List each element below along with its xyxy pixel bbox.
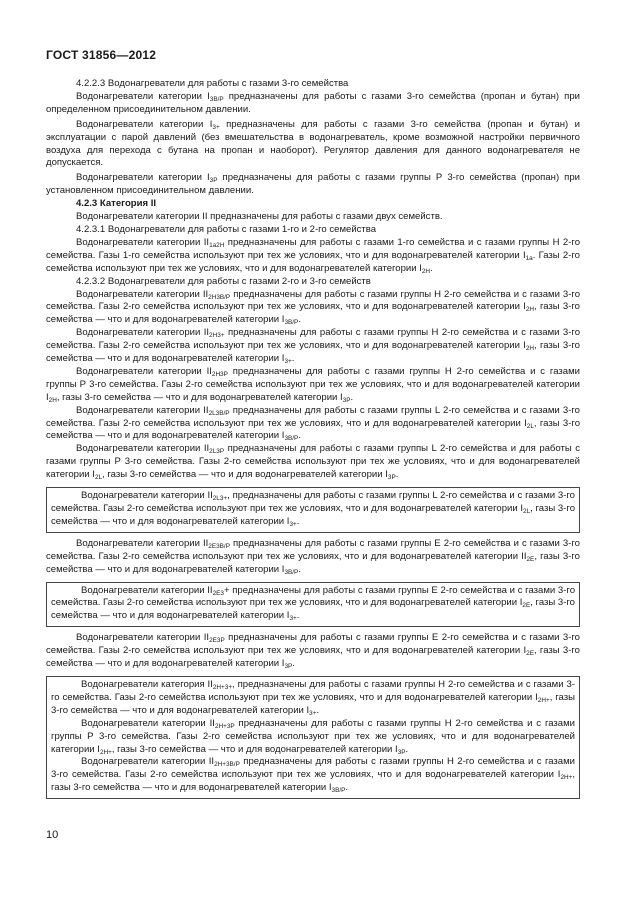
paragraph — [46, 405, 580, 444]
text-run: Водонагреватели категория II — [81, 678, 213, 690]
subscript: 3B/P — [331, 787, 346, 795]
subscript: 2H — [525, 345, 535, 353]
text-run: . — [296, 610, 300, 622]
subscript: 2L3+ — [212, 495, 228, 503]
text-run: . — [298, 314, 301, 326]
subscript: 2E — [526, 650, 534, 658]
subscript: 3P — [209, 177, 218, 185]
text-run: Водонагреватели категории II — [76, 404, 209, 416]
subscript: 3B/P — [284, 568, 299, 576]
text-run: Водонагреватели категории II — [76, 537, 209, 549]
subscript: 2H3+ — [209, 332, 225, 340]
text-run: Водонагреватели категории I — [76, 118, 213, 130]
text-run: предназначены для работы с газами группы Н 2-го семейства и с газами группы Р 3-го семейства. Газы 2-го семейства используют при тех же условиях, что и для водонагревателей категории I — [51, 717, 576, 755]
document-body — [46, 78, 580, 804]
page-number: 10 — [46, 829, 59, 841]
text-run: . — [345, 782, 349, 794]
paragraph — [46, 172, 580, 198]
text-run: , газы 3-го семейства — что и для водонагревателей категории I — [102, 469, 388, 481]
subscript: 2L — [526, 422, 534, 430]
subscript: 2H+3B/P — [214, 761, 240, 769]
text-run: Водонагреватели категории II — [81, 490, 213, 502]
text-run: предназначены для работы с газами группы Н 2-го семейства и с газами группы Р 3-го семейства. Газы 2-го семейства используют при тех же условиях, что и для водонагревателей категории I — [46, 365, 580, 403]
subscript: 2E3P — [209, 637, 225, 645]
text-run: , предназначены для работы с газами группы Н 2-го семейства и с газами 3-го семейства. Газы 2-го семейства используют при тех же условиях, что и для водонагревателей категории I — [51, 678, 575, 703]
text-run: 4.2.3.1 Водонагреватели для работы с газами 1-го и 2-го семейства — [76, 223, 377, 235]
text-run: предназначены для работы с газами группы Р 3-го семейства (пропан) при установленном присоединительном давлении. — [46, 172, 580, 197]
text-run: . — [298, 430, 301, 442]
text-run: + предназначены для работы с газами группы Е 2-го семейства и с газами 3-го семейства. Газы 2-го семейства используют при тех же условиях, что и для водонагревателей категории I — [51, 584, 576, 609]
text-run: предназначены для работы с газами группы Н 2-го семейства и с газами 3-го семейства. Газы 2-го семейства используют при тех же условиях, что и для водонагревателей категории I — [46, 327, 581, 352]
paragraph — [46, 443, 580, 482]
boxed-amendment — [46, 676, 580, 799]
subscript: 3+ — [289, 615, 297, 623]
text-run: Водонагреватели категории II — [76, 288, 209, 300]
subscript: 3+ — [309, 709, 317, 717]
text-run: Водонагреватели категории II предназначены для работы с газами двух семейств. — [76, 211, 443, 223]
text-run: предназначены для работы с газами 3-го семейства (пропан и бутан) при определенном присоединительном давлении. — [46, 90, 580, 115]
text-run: Водонагреватели категории II — [81, 756, 215, 768]
text-run: , газы 3-го семейства — что и для водонагревателей категории I — [46, 340, 580, 365]
subscript: 2L3P — [209, 448, 225, 456]
subscript: 2L3B/P — [208, 409, 230, 417]
subscript: 3P — [397, 748, 406, 756]
subscript: 2H+ — [99, 748, 112, 756]
text-run: Водонагреватели категории II — [76, 365, 212, 377]
subscript: 2H+ — [560, 774, 573, 782]
text-run: предназначены для работы с газами группы L 2-го семейства и для работы с газами группы Р 3-го семейства. Газы 2-го семейства используют при тех же условиях, что и для водонагревателей категории I — [46, 443, 580, 481]
paragraph — [46, 366, 580, 405]
subscript: 3B/P — [209, 95, 224, 103]
paragraph — [51, 756, 575, 795]
paragraph — [46, 289, 580, 328]
text-run: , газы 3-го семейства — что и для водонагревателей категории I — [51, 597, 575, 622]
text-run: предназначены для работы с газами группы Н 2-го семейства и с газами 3-го семейства. Газы 2-го семейства используют при тех же условиях, что и для водонагревателей категории I — [51, 756, 576, 781]
text-run: Водонагреватели категории II — [81, 584, 213, 596]
text-run: , газы 3-го семейства — что и для водонагревателей категории I — [46, 550, 580, 575]
paragraph — [51, 585, 575, 624]
text-run: предназначены для работы с газами группы Е 2-го семейства и с газами 3-го семейства. Газы 2-го семейства используют при тех же условиях, что и для водонагревателей категории I — [46, 632, 580, 657]
text-run: 4.2.3 Категория II — [76, 198, 157, 210]
document-header: ГОСТ 31856—2012 — [46, 48, 157, 62]
subscript: 2E3 — [212, 589, 224, 597]
subscript: 2L — [94, 474, 103, 482]
subscript: 3B/P — [284, 319, 299, 327]
text-run: предназначены для работы с газами 1-го семейства и с газами группы Н 2-го семейства. Газы 1-го семейства используют при тех же условиях, что и для водонагревателей категории I — [46, 236, 580, 261]
text-run: Водонагреватели категории II — [76, 236, 210, 248]
subscript: 2H — [48, 396, 57, 404]
paragraph — [51, 718, 575, 757]
text-run: . — [298, 563, 301, 575]
text-run: Водонагреватели категории I — [76, 90, 210, 102]
paragraph — [51, 490, 575, 529]
paragraph — [46, 327, 580, 366]
text-run: . — [405, 743, 409, 755]
subscript: 1a2H — [209, 241, 225, 249]
text-run: Водонагреватели категории II — [76, 327, 210, 339]
paragraph — [46, 632, 580, 671]
text-run: , газы 3-го семейства — что и для водонагревателей категории I — [51, 691, 575, 716]
text-run: предназначены для работы с газами группы Н 2-го семейства и с газами 3-го семейства. Газы 2-го семейства используют при тех же условиях, что и для водонагревателей категории I — [46, 288, 581, 313]
subscript: 2E — [522, 602, 531, 610]
text-run: . — [350, 391, 354, 403]
subscript: 3P — [284, 663, 293, 671]
subscript: 1a — [525, 254, 533, 262]
text-run: , газы 3-го семейства — что и для водонагревателей категории I — [46, 645, 580, 670]
subscript: 2H+3+ — [212, 683, 233, 691]
subscript: 2H — [421, 267, 431, 275]
text-run: 4.2.3.2 Водонагреватели для работы с газами 2-го и 3-го семейств — [76, 275, 371, 287]
text-run: предназначены для работы с газами группы L 2-го семейства и с газами 3-го семейства. Газы 2-го семейства используют при тех же условиях, что и для водонагревателей категории I — [46, 404, 580, 429]
text-run: Водонагреватели категории I — [76, 172, 210, 184]
text-run: 4.2.2.3 Водонагреватели для работы с газами 3-го семейства — [76, 78, 349, 89]
subscript: 3P — [387, 474, 396, 482]
subscript: 3P — [342, 396, 351, 404]
text-run: , предназначены для работы с газами группы L 2-го семейства и с газами 3-го семейства. Газы 2-го семейства используют при тех же условиях, что и для водонагревателей категории I — [51, 490, 575, 514]
text-run: . — [292, 658, 295, 670]
boxed-amendment — [46, 487, 580, 533]
subscript: 2L — [523, 508, 531, 515]
text-run: . — [316, 704, 320, 716]
subscript: 2E — [526, 555, 535, 563]
text-run: . — [296, 515, 300, 527]
boxed-amendment — [46, 582, 580, 628]
paragraph — [46, 91, 580, 117]
section-heading — [46, 198, 580, 211]
paragraph — [46, 119, 580, 171]
paragraph — [46, 224, 580, 237]
text-run: . — [291, 353, 295, 365]
text-run: , газы 3-го семейства — что и для водонагревателей категории I — [111, 743, 398, 755]
text-run: , газы 3-го семейства — что и для водонагревателей категории I — [51, 503, 575, 527]
paragraph — [46, 276, 580, 289]
subscript: 2H — [525, 306, 535, 314]
subscript: 2H+3P — [214, 722, 235, 730]
text-run: . — [395, 469, 399, 481]
text-run: предназначены для работы с газами 3-го семейства (пропан и бутан) и эксплуатации с парой давлений (без вмешательства в водонагреватель, кроме возможной настройки первичного воздуха для перехода с бутана на пропан и наоборот). Регулятор давления для данного водонагревателя не допускается. — [46, 118, 580, 169]
paragraph — [46, 538, 580, 577]
subscript: 2H3B/P — [208, 293, 231, 301]
text-run: Водонагреватели категории II — [76, 443, 210, 455]
subscript: 2H+ — [537, 696, 550, 704]
text-run: Водонагреватели категории II — [76, 632, 210, 644]
paragraph — [46, 211, 580, 224]
text-run: Водонагреватели категории II — [81, 717, 215, 729]
text-run: , газы 3-го семейства — что и для водонагревателей категории I — [46, 417, 580, 442]
text-run: , газы 3-го семейства — что и для водонагревателей категории I — [51, 769, 575, 794]
subscript: 2E3B/P — [208, 542, 230, 550]
subscript: 3+ — [289, 520, 297, 528]
paragraph — [46, 78, 580, 91]
text-run: , газы 3-го семейства — что и для водонагревателей категории I — [56, 391, 343, 403]
text-run: предназначены для работы с газами группы Е 2-го семейства и с газами 3-го семейства. Газы 2-го семейства используют при тех же условиях, что и для водонагревателей категории II — [46, 537, 580, 562]
subscript: 2H3P — [211, 370, 228, 378]
paragraph — [51, 679, 575, 718]
paragraph — [46, 237, 580, 276]
subscript: 3B/P — [284, 435, 299, 443]
text-run: . Газы 2-го семейства используют при тех же условиях, что и для водонагревателей категории I — [46, 249, 580, 274]
subscript: 3+ — [212, 123, 220, 131]
text-run: , газы 3-го семейства — что и для водонагревателей категории I — [46, 301, 580, 326]
subscript: 3+ — [284, 358, 292, 366]
text-run: . — [430, 262, 433, 274]
